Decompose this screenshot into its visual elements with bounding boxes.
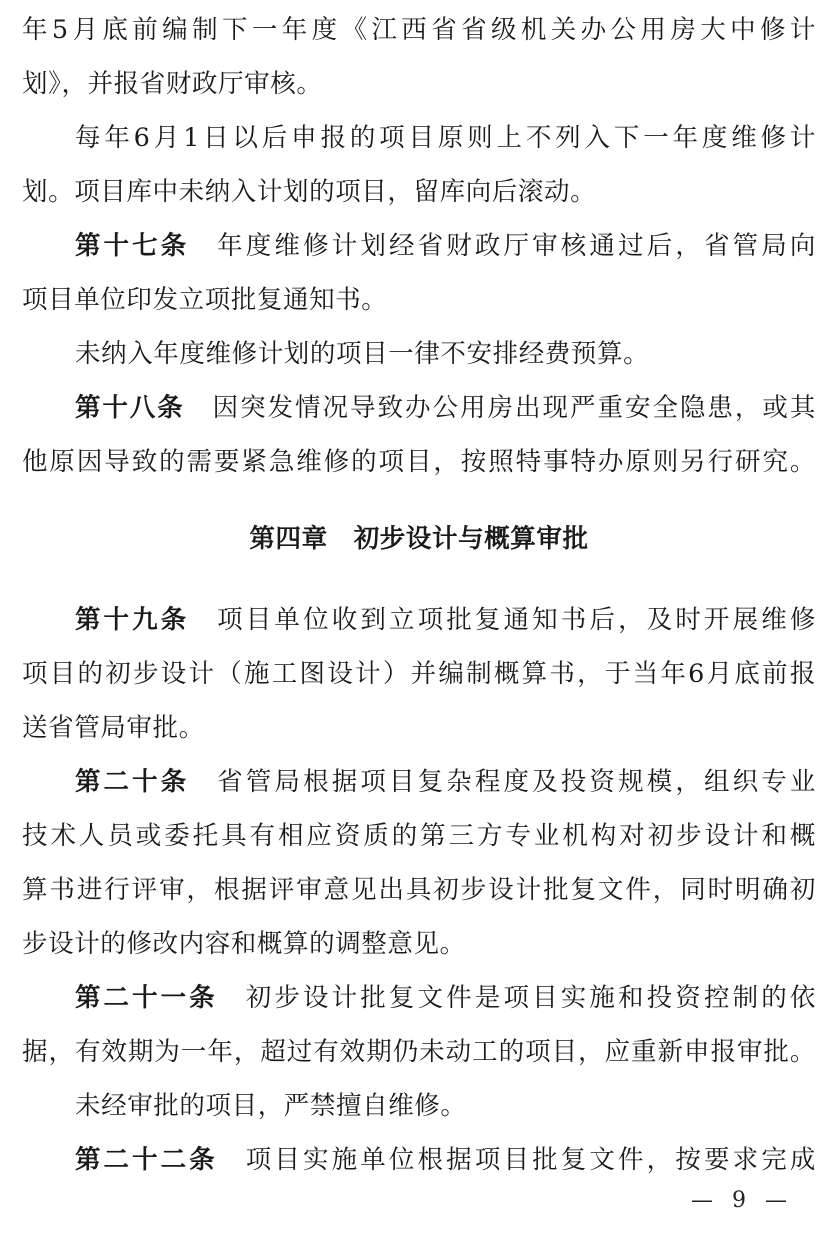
article-text: 因突发情况导致办公用房出现严重安全隐患，或其 [212,393,816,423]
text-line: 划。项目库中未纳入计划的项目，留库向后滚动。 [22,177,597,207]
article-17-line-1 [22,219,816,273]
text-line: 步设计的修改内容和概算的调整意见。 [22,929,466,959]
article-number: 第二十二条 [75,1145,218,1175]
text-line: 项目单位印发立项批复通知书。 [22,285,388,315]
article-number: 第十七条 [75,231,190,261]
text-line: 年5月底前编制下一年度《江西省省级机关办公用房大中修计 [22,15,816,45]
page-number: — 9 — [691,1188,793,1213]
text-line: 算书进行评审，根据评审意见出具初步设计批复文件，同时明确初 [22,875,816,905]
lower-text-block [22,593,816,1187]
article-21-line-1 [22,971,816,1025]
article-22-line-1 [22,1133,816,1187]
text-line: 每年6月1日以后申报的项目原则上不列入下一年度维修计 [75,123,816,153]
text-line: 划》，并报省财政厅审核。 [22,69,323,99]
text-line: 项目的初步设计（施工图设计）并编制概算书，于当年6月底前报 [22,659,816,689]
article-number: 第十八条 [75,393,185,423]
text-line: 他原因导致的需要紧急维修的项目，按照特事特办原则另行研究。 [22,447,816,477]
article-20-line-1 [22,755,816,809]
text-line: 据，有效期为一年，超过有效期仍未动工的项目，应重新申报审批。 [22,1037,816,1067]
text-line: 未经审批的项目，严禁擅自维修。 [75,1091,467,1121]
text-line: 技术人员或委托具有相应资质的第三方专业机构对初步设计和概 [22,821,816,851]
text-line: 送省管局审批。 [22,713,205,743]
article-18-line-1 [22,381,816,435]
upper-text-block [22,3,816,489]
article-text: 初步设计批复文件是项目实施和投资控制的依 [245,983,816,1013]
article-19-line-1 [22,593,816,647]
article-text: 项目单位收到立项批复通知书后，及时开展维修 [217,605,816,635]
article-number: 第二十条 [75,767,190,797]
text-line: 未纳入年度维修计划的项目一律不安排经费预算。 [75,339,650,369]
article-text: 省管局根据项目复杂程度及投资规模，组织专业 [217,767,816,797]
article-number: 第二十一条 [75,983,218,1013]
article-text: 项目实施单位根据项目批复文件，按要求完成 [245,1145,816,1175]
chapter-number: 第四章 [249,524,328,554]
article-text: 年度维修计划经省财政厅审核通过后，省管局向 [217,231,816,261]
article-number: 第十九条 [75,605,190,635]
chapter-title: 初步设计与概算审批 [353,524,589,554]
chapter-heading [22,512,816,566]
